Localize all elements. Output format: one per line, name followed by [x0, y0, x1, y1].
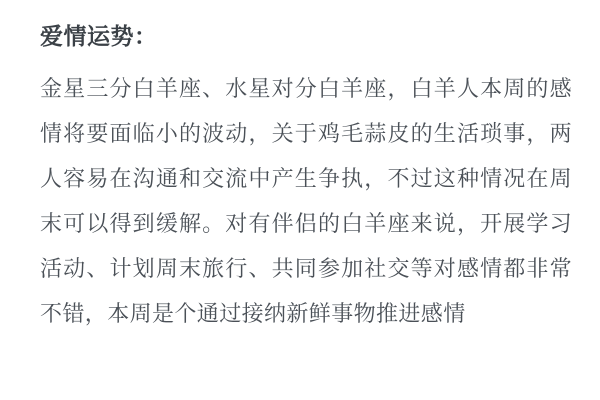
article-body-text: 金星三分白羊座、水星对分白羊座，白羊人本周的感情将要面临小的波动，关于鸡毛蒜皮的生活琐事，两人容易在沟通和交流中产生争执，不过这种情况在周末可以得到缓解。对有伴侣的白羊座来说，开展学习活动、计划周末旅行、共同参加社交等对感情都非常不错，本周是个通过接纳新鲜事物推进感情 — [40, 75, 572, 326]
page-title: 爱情运势： — [40, 23, 158, 49]
